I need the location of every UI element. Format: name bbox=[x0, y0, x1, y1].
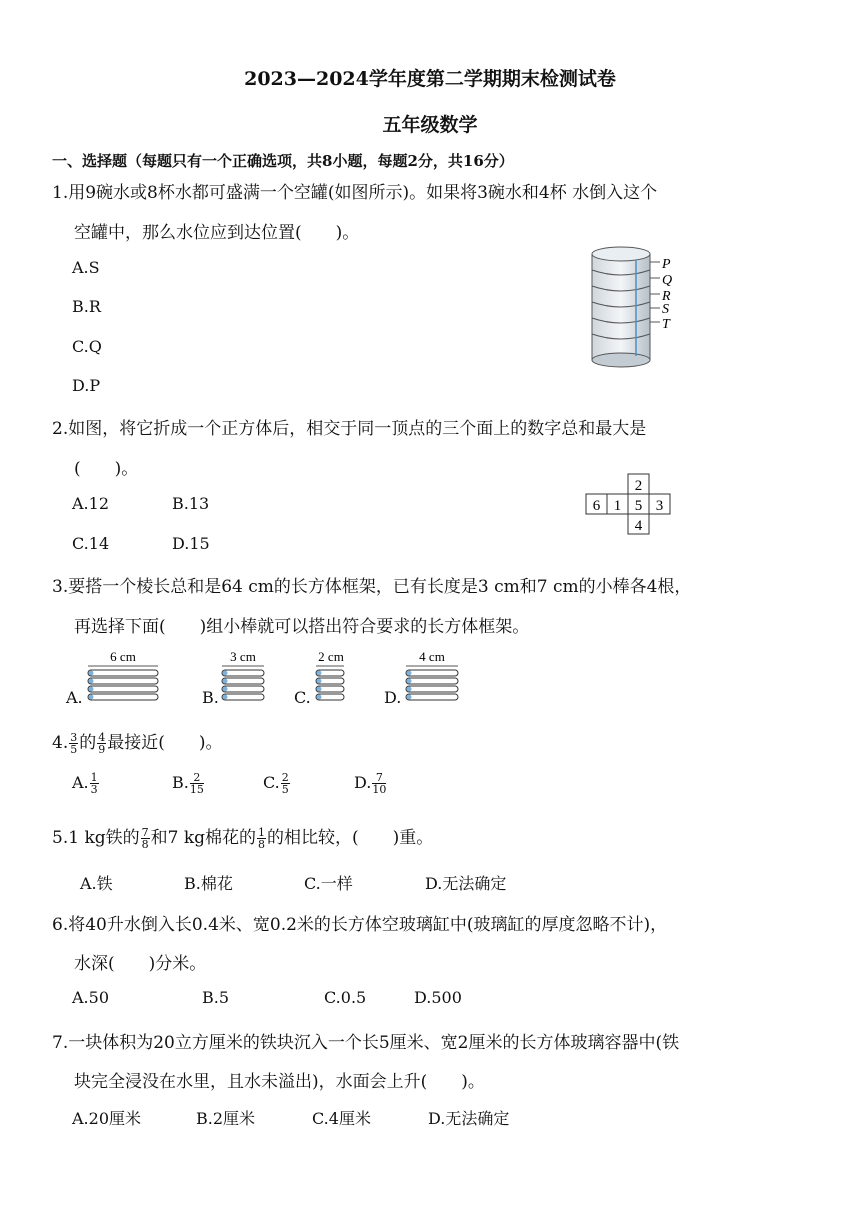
q4-suffix: 最接近( )。 bbox=[107, 733, 223, 753]
q3-option-d[interactable]: D. bbox=[384, 688, 402, 707]
exam-subtitle: 五年级数学 bbox=[382, 114, 478, 136]
net-row-3: 5 bbox=[634, 498, 643, 514]
q5-part-1: 5.1 kg铁的 bbox=[52, 828, 140, 848]
q2-option-d[interactable]: D.15 bbox=[172, 534, 210, 553]
q4-prefix: 4. bbox=[52, 733, 69, 753]
q1-option-a[interactable]: A.S bbox=[72, 258, 100, 277]
cube-net-figure bbox=[584, 472, 674, 540]
question-3-text-cont: 再选择下面( )组小棒就可以搭出符合要求的长方体框架。 bbox=[74, 617, 530, 637]
q4-mid: 的 bbox=[79, 733, 97, 753]
q3-option-a[interactable]: A. bbox=[66, 688, 83, 707]
q5-fraction-1: $\frac{7}{8}$ bbox=[141, 826, 149, 851]
question-6-text: 6.将40升水倒入长0.4米、宽0.2米的长方体空玻璃缸中(玻璃缸的厚度忽略不计)， bbox=[52, 915, 668, 935]
question-6-text-cont: 水深( )分米。 bbox=[74, 954, 207, 974]
tank-label-s: S bbox=[662, 302, 669, 317]
q5-option-c[interactable]: C.一样 bbox=[304, 874, 353, 893]
q5-part-3: 的相比较，( )重。 bbox=[267, 828, 434, 848]
water-tank-figure bbox=[586, 240, 686, 370]
exam-title: 2023—2024学年度第二学期期末检测试卷 bbox=[244, 68, 616, 90]
q3-option-c[interactable]: C. bbox=[294, 688, 311, 707]
net-row-1: 6 bbox=[592, 498, 601, 514]
net-top: 2 bbox=[634, 478, 643, 494]
q6-option-d[interactable]: D.500 bbox=[414, 988, 462, 1007]
q7-option-d[interactable]: D.无法确定 bbox=[428, 1109, 510, 1128]
q6-option-c[interactable]: C.0.5 bbox=[324, 988, 367, 1007]
question-1-text: 1.用9碗水或8杯水都可盛满一个空罐(如图所示)。如果将3碗水和4杯 水倒入这个 bbox=[52, 183, 658, 203]
section-heading: 一、选择题（每题只有一个正确选项，共8小题，每题2分，共16分） bbox=[52, 152, 514, 170]
question-2-text-cont: ( )。 bbox=[74, 459, 139, 479]
q4-option-d[interactable]: D. $\frac{7}{10}$ bbox=[354, 771, 387, 796]
q7-option-a[interactable]: A.20厘米 bbox=[72, 1109, 142, 1128]
q5-part-2: 和7 kg棉花的 bbox=[150, 828, 257, 848]
question-3-text: 3.要搭一个棱长总和是64 cm的长方体框架，已有长度是3 cm和7 cm的小棒各4根， bbox=[52, 577, 692, 597]
q5-option-b[interactable]: B.棉花 bbox=[184, 874, 233, 893]
q5-option-d[interactable]: D.无法确定 bbox=[425, 874, 507, 893]
q3-option-b[interactable]: B. bbox=[202, 688, 219, 707]
question-7-text-cont: 块完全浸没在水里，且水未溢出)，水面会上升( )。 bbox=[74, 1072, 485, 1092]
q4-option-c[interactable]: C. $\frac{2}{5}$ bbox=[263, 771, 289, 796]
q2-option-a[interactable]: A.12 bbox=[72, 494, 109, 513]
q1-option-b[interactable]: B.R bbox=[72, 297, 101, 316]
tank-label-p: P bbox=[662, 257, 671, 272]
q4-option-a[interactable]: A. $\frac{1}{3}$ bbox=[72, 771, 98, 796]
q5-option-a[interactable]: A.铁 bbox=[80, 874, 113, 893]
q3-length-d: 4 cm bbox=[419, 649, 445, 664]
q1-option-d[interactable]: D.P bbox=[72, 376, 101, 395]
tank-label-t: T bbox=[662, 317, 670, 332]
tank-label-r: R bbox=[662, 289, 671, 304]
q3-sticks-c bbox=[310, 648, 352, 708]
q6-option-a[interactable]: A.50 bbox=[72, 988, 109, 1007]
q4-fraction-1: $\frac{3}{5}$ bbox=[70, 731, 78, 756]
q6-option-b[interactable]: B.5 bbox=[202, 988, 230, 1007]
q7-option-c[interactable]: C.4厘米 bbox=[312, 1109, 371, 1128]
net-row-2: 1 bbox=[613, 498, 622, 514]
q2-option-c[interactable]: C.14 bbox=[72, 534, 110, 553]
q5-fraction-2: $\frac{1}{8}$ bbox=[258, 826, 266, 851]
tank-label-q: Q bbox=[662, 273, 673, 288]
question-1-text-cont: 空罐中，那么水位应到达位置( )。 bbox=[74, 223, 360, 243]
q1-option-c[interactable]: C.Q bbox=[72, 337, 102, 356]
q3-length-a: 6 cm bbox=[110, 649, 136, 664]
q2-option-b[interactable]: B.13 bbox=[172, 494, 210, 513]
q3-length-b: 3 cm bbox=[230, 649, 256, 664]
question-5-text bbox=[52, 823, 433, 850]
net-bottom: 4 bbox=[634, 518, 643, 534]
q3-sticks-a bbox=[84, 648, 162, 708]
q4-option-b[interactable]: B. $\frac{2}{15}$ bbox=[172, 771, 204, 796]
q7-option-b[interactable]: B.2厘米 bbox=[196, 1109, 256, 1128]
q3-sticks-b bbox=[218, 648, 268, 708]
q4-fraction-2: $\frac{4}{9}$ bbox=[98, 731, 106, 756]
q3-length-c: 2 cm bbox=[318, 649, 344, 664]
question-7-text: 7.一块体积为20立方厘米的铁块沉入一个长5厘米、宽2厘米的长方体玻璃容器中(铁 bbox=[52, 1033, 680, 1053]
question-2-text: 2.如图，将它折成一个正方体后，相交于同一顶点的三个面上的数字总和最大是 bbox=[52, 419, 647, 439]
question-4-text bbox=[52, 728, 223, 755]
net-row-4: 3 bbox=[655, 498, 664, 514]
q3-sticks-d bbox=[402, 648, 462, 708]
